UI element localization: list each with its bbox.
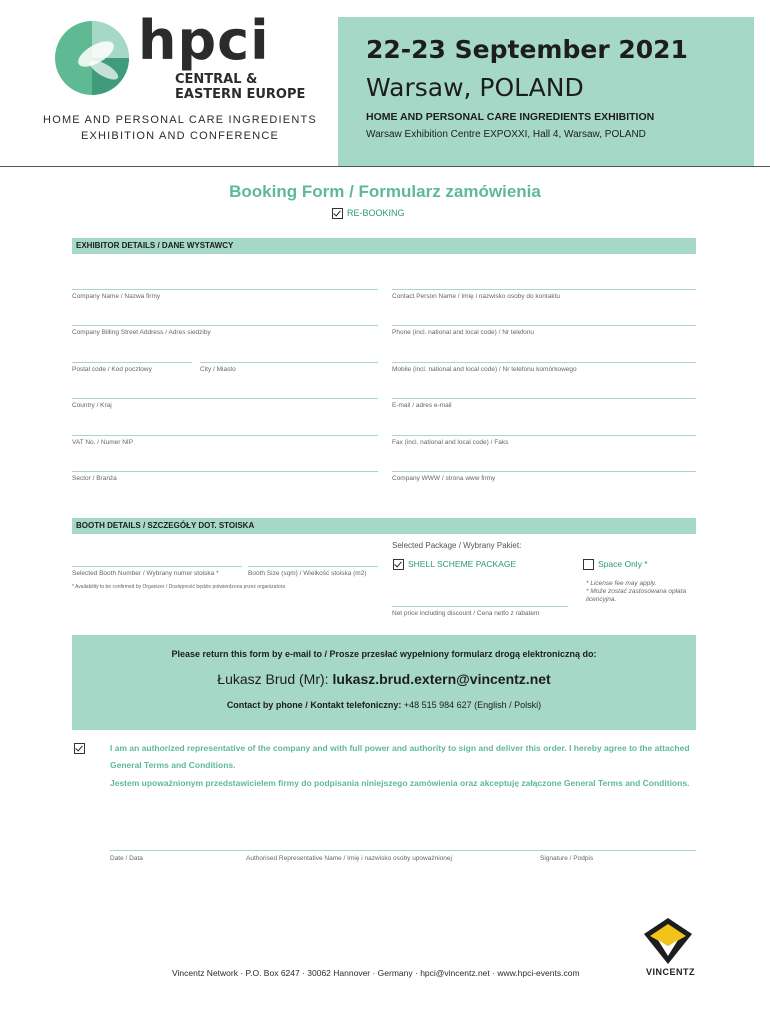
package-label: Selected Package / Wybrany Pakiet:: [392, 541, 522, 550]
phone-contact-value: +48 515 984 627 (English / Polski): [401, 700, 542, 710]
contact-name: Łukasz Brud (Mr):: [217, 671, 333, 687]
region-line-1: CENTRAL &: [175, 72, 258, 87]
billing-address-field[interactable]: [72, 325, 378, 342]
event-city: Warsaw, POLAND: [366, 73, 584, 102]
booth-number-label: Selected Booth Number / Wybrany numer stoiska *: [72, 570, 219, 577]
space-only-label: Space Only *: [598, 559, 648, 569]
sector-field[interactable]: [72, 471, 378, 488]
region-line-2: EASTERN EUROPE: [175, 87, 306, 102]
website-field[interactable]: [392, 471, 696, 488]
sector-label: Sector / Branża: [72, 475, 117, 482]
city-label: City / Miasto: [200, 366, 236, 373]
date-field-label[interactable]: Date / Data: [110, 855, 143, 862]
shell-scheme-label: SHELL SCHEME PACKAGE: [408, 559, 517, 569]
email-label: E-mail / adres e-mail: [392, 402, 452, 409]
company-name-label: Company Name / Nazwa firmy: [72, 293, 161, 300]
rebooking-label: RE-BOOKING: [347, 208, 405, 218]
mobile-field[interactable]: [392, 362, 696, 379]
representative-field-label[interactable]: Authorised Representative Name / Imię i nazwisko osoby upoważnionej: [246, 855, 452, 862]
contact-person-field[interactable]: [392, 289, 696, 306]
net-price-field[interactable]: [392, 606, 568, 623]
fax-field[interactable]: [392, 435, 696, 452]
return-instructions-box: [72, 635, 696, 730]
availability-note: * Availability to be confirmed by Organizer / Dostępność będzie potwierdzona przez organizatora: [72, 584, 286, 590]
booth-section-heading: BOOTH DETAILS / SZCZEGÓŁY DOT. STOISKA: [72, 518, 696, 534]
email-field[interactable]: [392, 398, 696, 415]
return-phone: [72, 700, 696, 710]
phone-label: Phone (incl. national and local code) / Nr telefonu: [392, 329, 535, 336]
vincentz-logo-icon: [642, 916, 694, 966]
event-venue: Warsaw Exhibition Centre EXPOXXI, Hall 4, Warsaw, POLAND: [366, 129, 646, 140]
footer-address: Vincentz Network · P.O. Box 6247 · 30062 Hannover · Germany · hpci@vincentz.net · www.hpci-events.com: [172, 968, 580, 978]
event-date: 22-23 September 2021: [366, 35, 688, 64]
space-only-option[interactable]: [583, 559, 648, 570]
space-only-checkbox[interactable]: [583, 559, 594, 570]
form-title: Booking Form / Formularz zamówienia: [229, 182, 541, 201]
return-contact: [72, 671, 696, 687]
signature-line: [110, 850, 696, 851]
contact-email-link[interactable]: lukasz.brud.extern@vincentz.net: [332, 671, 551, 687]
phone-field[interactable]: [392, 325, 696, 342]
net-price-label: Net price including discount / Cena netto z rabatem: [392, 610, 540, 617]
event-exhibition: HOME AND PERSONAL CARE INGREDIENTS EXHIBITION: [366, 111, 655, 123]
license-note-pl: * Może zostać zastosowana opłata licencyjna.: [586, 588, 687, 603]
booth-size-field[interactable]: [248, 566, 378, 583]
authorization-text-pl: Jestem upoważnionym przedstawicielem firmy do podpisania niniejszego zamówienia oraz akceptuję załączone General Terms and Conditions.: [110, 778, 690, 788]
header-divider: [0, 166, 770, 167]
logo-wordmark: hpci: [138, 9, 270, 72]
event-info-box: [338, 17, 754, 166]
vincentz-wordmark: VINCENTZ: [646, 967, 695, 977]
postal-code-field[interactable]: [72, 362, 192, 379]
signature-field-label[interactable]: Signature / Podpis: [540, 855, 594, 862]
region-label: [175, 72, 305, 102]
license-note: [586, 580, 696, 604]
hpci-logo-icon: [52, 18, 134, 98]
rebooking-option[interactable]: [332, 208, 405, 219]
authorization-checkbox[interactable]: [74, 743, 85, 754]
vat-field[interactable]: [72, 435, 378, 452]
license-note-en: * License fee may apply.: [586, 580, 657, 587]
authorization-text-en: I am an authorized representative of the company and with full power and authority to sign and deliver this order. I hereby agree to the attached General Terms and Conditions.: [110, 743, 690, 770]
fax-label: Fax (incl. national and local code) / Faks: [392, 439, 509, 446]
shell-scheme-checkbox[interactable]: [393, 559, 404, 570]
exhibitor-section-heading: EXHIBITOR DETAILS / DANE WYSTAWCY: [72, 238, 696, 254]
tagline-line-1: HOME AND PERSONAL CARE INGREDIENTS: [43, 114, 317, 126]
mobile-label: Mobile (incl. national and local code) / Nr telefonu komórkowego: [392, 366, 577, 373]
booth-size-label: Booth Size (sqm) / Wielkość stoiska (m2): [248, 570, 367, 577]
tagline-line-2: EXHIBITION AND CONFERENCE: [80, 130, 280, 142]
rebooking-checkbox[interactable]: [332, 208, 343, 219]
booth-number-field[interactable]: [72, 566, 242, 583]
return-instruction: Please return this form by e-mail to / Prosze przesłać wypełniony formularz drogą elektroniczną do:: [171, 649, 597, 659]
postal-code-label: Postal code / Kod pocztowy: [72, 366, 152, 373]
country-field[interactable]: [72, 398, 378, 415]
billing-address-label: Company Billing Street Address / Adres siedziby: [72, 329, 211, 336]
website-label: Company WWW / strona www firmy: [392, 475, 496, 482]
shell-scheme-option[interactable]: [393, 559, 516, 570]
vat-label: VAT No. / Numer NIP: [72, 439, 134, 446]
contact-person-label: Contact Person Name / Imię i nazwisko osoby do kontaktu: [392, 293, 560, 300]
city-field[interactable]: [200, 362, 378, 379]
phone-contact-label: Contact by phone / Kontakt telefoniczny:: [226, 700, 402, 710]
company-name-field[interactable]: [72, 289, 378, 306]
country-label: Country / Kraj: [72, 402, 112, 409]
